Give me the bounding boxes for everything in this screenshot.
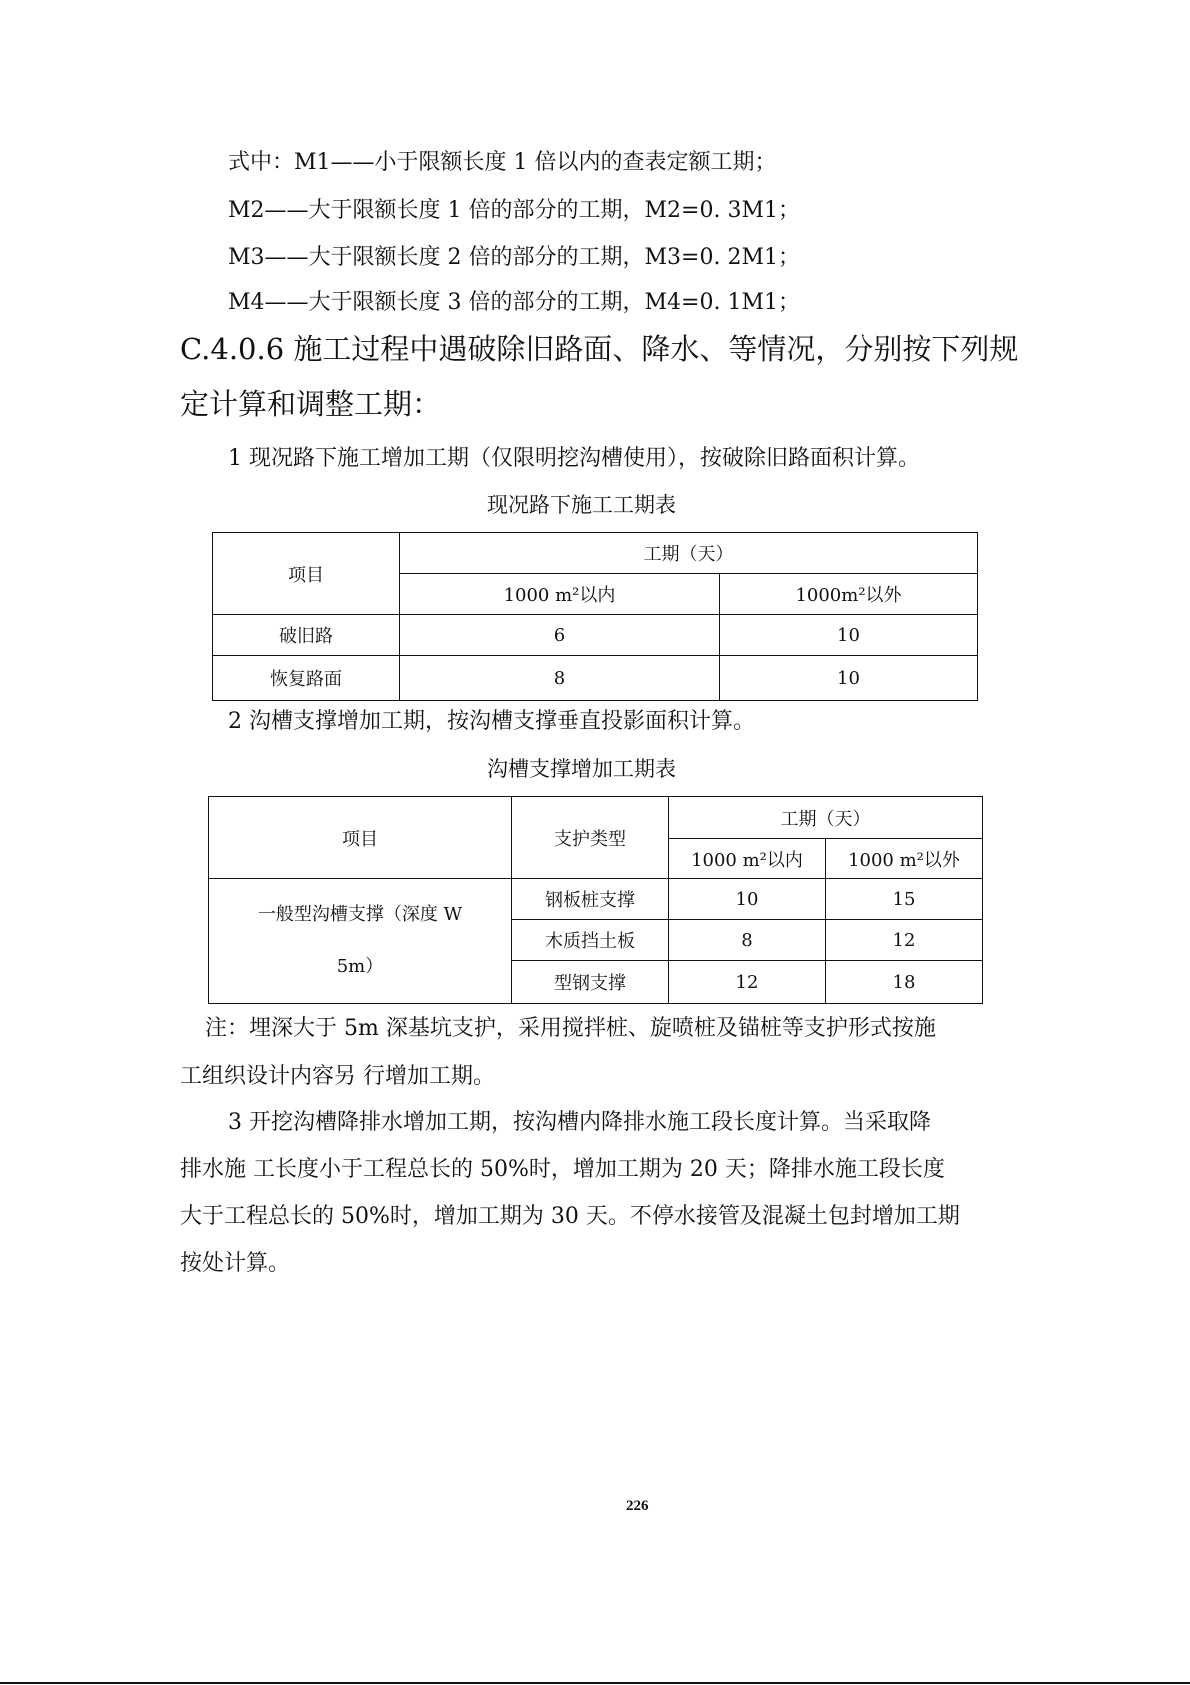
table2-header-period: 工期（天）: [669, 797, 983, 839]
table2-cell: 12: [669, 961, 826, 1004]
table2-subheader-within: 1000 m²以内: [669, 839, 826, 879]
page-number: 226: [626, 1498, 649, 1514]
table2-cell: 8: [669, 920, 826, 961]
table-row: [213, 615, 978, 656]
table1-cell: 6: [400, 615, 720, 656]
trench-support-period-table: [208, 796, 983, 1004]
table2-subheader-beyond: 1000 m²以外: [826, 839, 983, 879]
table2-group-line2: 5m）: [336, 956, 384, 977]
table1-row-name: 恢复路面: [213, 656, 400, 701]
item3-line4: 按处计算。: [180, 1251, 291, 1276]
table1-header-period: 工期（天）: [400, 533, 978, 574]
table1-row-name: 破旧路: [213, 615, 400, 656]
section-heading-line2: 定计算和调整工期：: [180, 387, 442, 421]
item3-line3: 大于工程总长的 50%时，增加工期为 30 天。不停水接管及混凝土包封增加工期: [180, 1204, 960, 1229]
table-row: [213, 656, 978, 701]
section-heading-line1: C.4.0.6 施工过程中遇破除旧路面、降水、等情况，分别按下列规: [180, 332, 1019, 366]
table2-cell: 12: [826, 920, 983, 961]
formula-note-m2: M2——大于限额长度 1 倍的部分的工期，M2=0. 3M1；: [228, 198, 800, 223]
table1-header-item: 项目: [213, 533, 400, 615]
table2-title: 沟槽支撑增加工期表: [487, 757, 676, 781]
table2-cell: 10: [669, 879, 826, 920]
table-row: [209, 879, 983, 920]
table1-subheader-within: 1000 m²以内: [400, 574, 720, 615]
item2-text: 2 沟槽支撑增加工期，按沟槽支撑垂直投影面积计算。: [228, 709, 755, 734]
table2-cell: 18: [826, 961, 983, 1004]
table2-group-line1: 一般型沟槽支撑（深度 W: [257, 904, 463, 925]
formula-note-m1: 式中：M1——小于限额长度 1 倍以内的查表定额工期；: [228, 150, 777, 175]
item3-line2: 排水施 工长度小于工程总长的 50%时，增加工期为 20 天；降排水施工段长度: [180, 1157, 945, 1182]
table2-header-type: 支护类型: [512, 797, 669, 879]
item3-line1: 3 开挖沟槽降排水增加工期，按沟槽内降排水施工段长度计算。当采取降: [228, 1110, 931, 1135]
road-construction-period-table: [212, 532, 978, 701]
table2-support-type: 型钢支撑: [512, 961, 669, 1004]
formula-note-m4: M4——大于限额长度 3 倍的部分的工期，M4=0. 1M1；: [228, 290, 800, 315]
note-line1: 注：埋深大于 5m 深基坑支护，采用搅拌桩、旋喷桩及锚桩等支护形式按施: [205, 1016, 936, 1041]
table2-support-type: 钢板桩支撑: [512, 879, 669, 920]
page-bottom-border: [0, 1682, 1190, 1684]
table2-group-name: [209, 879, 512, 1004]
table2-cell: 15: [826, 879, 983, 920]
table1-subheader-beyond: 1000m²以外: [720, 574, 978, 615]
table2-header-item: 项目: [209, 797, 512, 879]
table1-cell: 10: [720, 656, 978, 701]
formula-note-m3: M3——大于限额长度 2 倍的部分的工期，M3=0. 2M1；: [228, 245, 800, 270]
table2-support-type: 木质挡土板: [512, 920, 669, 961]
note-line2: 工组织设计内容另 行增加工期。: [180, 1064, 495, 1089]
table1-title: 现况路下施工工期表: [487, 493, 676, 517]
item1-text: 1 现况路下施工增加工期（仅限明挖沟槽使用），按破除旧路面积计算。: [228, 446, 920, 471]
table1-cell: 10: [720, 615, 978, 656]
table1-cell: 8: [400, 656, 720, 701]
